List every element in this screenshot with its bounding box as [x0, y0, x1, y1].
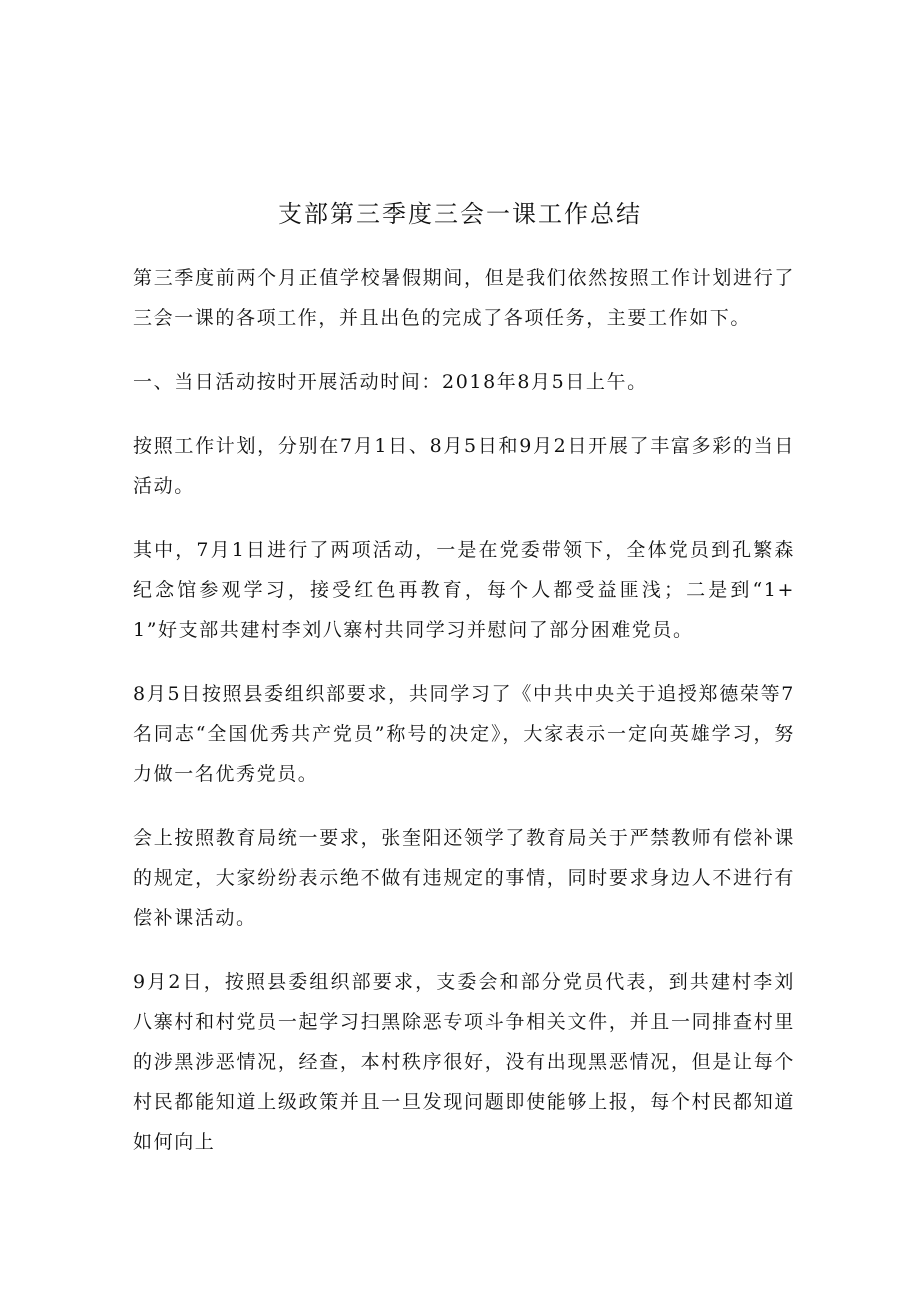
paragraph-intro: 第三季度前两个月正值学校暑假期间，但是我们依然按照工作计划进行了三会一课的各项工作，并且出色的完成了各项任务，主要工作如下。	[133, 267, 795, 329]
paragraph-july: 其中，7月1日进行了两项活动，一是在党委带领下，全体党员到孔繁森纪念馆参观学习，接受红色再教育，每个人都受益匪浅；二是到“1+1”好支部共建村李刘八寨村共同学习并慰问了部分困难党员。	[133, 539, 795, 641]
paragraph-august: 8月5日按照县委组织部要求，共同学习了《中共中央关于追授郑德荣等7名同志“全国优秀共产党员”称号的决定》，大家表示一定向英雄学习，努力做一名优秀党员。	[133, 683, 795, 785]
paragraph-plan: 按照工作计划，分别在7月1日、8月5日和9月2日开展了丰富多彩的当日活动。	[133, 435, 795, 497]
document-title: 支部第三季度三会一课工作总结	[278, 200, 642, 228]
paragraph-meeting: 会上按照教育局统一要求，张奎阳还领学了教育局关于严禁教师有偿补课的规定，大家纷纷表示绝不做有违规定的事情，同时要求身边人不进行有偿补课活动。	[133, 827, 795, 929]
paragraph-september: 9月2日，按照县委组织部要求，支委会和部分党员代表，到共建村李刘八寨村和村党员一起学习扫黑除恶专项斗争相关文件，并且一同排查村里的涉黑涉恶情况，经查，本村秩序很好，没有出现黑恶情况，但是让每个村民都能知道上级政策并且一旦发现问题即使能够上报，每个村民都知道如何向上	[133, 971, 795, 1153]
document-body	[133, 258, 795, 1186]
paragraph-section-heading: 一、当日活动按时开展活动时间：2018年8月5日上午。	[133, 371, 648, 393]
